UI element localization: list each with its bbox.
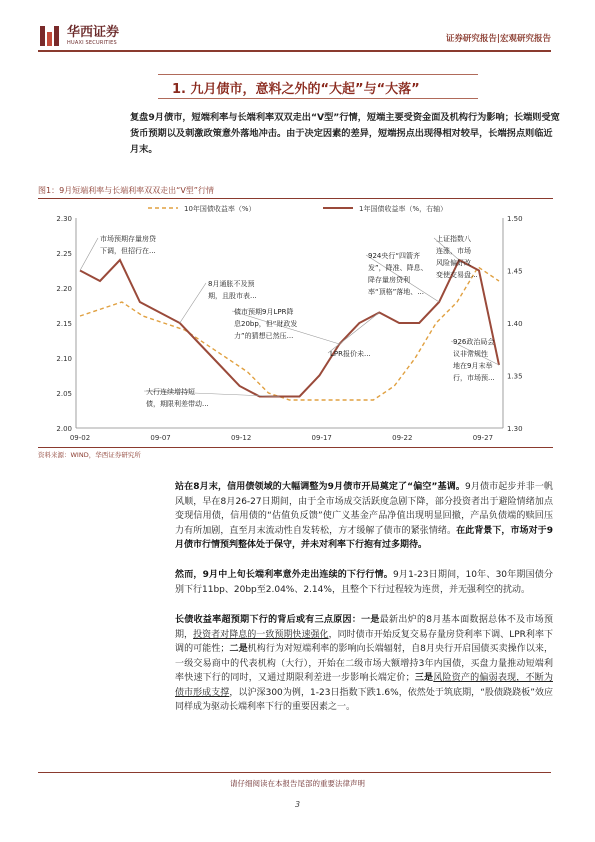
- annotation-label: 债市预期9月LPR降: [234, 308, 294, 316]
- y-tick-label-right: 1.40: [507, 320, 523, 328]
- paragraph-3-text-b: ，同时债市开始反复交易存量房贷利率下调、LPR利率下调的可能性；: [175, 629, 553, 654]
- annotation-label: 8月通胀不及预: [208, 280, 255, 288]
- annotation-label: 风险偏好改: [436, 259, 471, 267]
- paragraph-3-text-c: 机构行为对短端利率的影响向长端辐射，自8月央行开启国债买卖操作以来，一级交易商中的代表机构（大行），开始在二级市场大额增持3年内国债，买盘力量推动短端利率快速下行的同时，又通过期限利差进一步影响长端定价；: [175, 644, 553, 683]
- paragraph-3-underline-1: 投资者对降息的一致预期快速强化: [193, 629, 329, 640]
- y-tick-label-right: 1.45: [507, 267, 523, 276]
- y-tick-label-left: 2.20: [56, 285, 72, 293]
- annotation-label: 债，期限利差带动...: [146, 400, 209, 408]
- company-logo: [38, 24, 119, 48]
- paragraph-2-lead: 然而，9月中上旬长端利率意外走出连续的下行行情。: [175, 570, 393, 580]
- annotation-label: 上证指数八: [436, 235, 471, 243]
- intro-paragraph: 复盘9月债市，短端利率与长端利率双双走出“V型”行情，短端主要受资金面及机构行为影响；长端则受宽货币预期以及刺激政策意外落地冲击。由于决定因素的差异，短端拐点出现得相对较早，长端拐点则临近月末。: [130, 112, 560, 155]
- annotation-label: 连涨，市场: [436, 247, 471, 255]
- x-tick-label: 09-22: [392, 434, 413, 442]
- annotation-label: 降存量房贷利: [368, 276, 410, 284]
- y-tick-label-left: 2.05: [56, 390, 72, 398]
- annotation-label: 期，且股市表...: [208, 292, 257, 300]
- logo-text-cn: 华西证券: [67, 25, 120, 40]
- annotation-label: 议非常规性: [453, 350, 488, 358]
- logo-text-en: HUAXI SECURITIES: [67, 40, 117, 46]
- annotation-label: 下调，但招行在...: [100, 247, 156, 255]
- annotation-label: 大行连续增持短: [146, 388, 195, 396]
- title-rule-top: [158, 74, 478, 75]
- footer-divider: [38, 772, 551, 773]
- paragraph-1-body: 9月债市起步并非一帆风顺，早在8月26-27日期间，由于全市场成交活跃度急剧下降，部分投资者出于避险情绪加点变现信用债，信用债的“估值负反馈”使广义基金产品净值出现明显回撤，产品负债端的赎回压力有所加剧，直至月末流动性自发转松，方才缓解了债市的紧张情绪。: [175, 482, 553, 536]
- annotation-label: 市场预期存量房贷: [100, 235, 156, 243]
- paragraph-3-underline-2: 风险资产的偏弱表现，不断为债市形成支撑: [175, 673, 553, 698]
- header-divider: [38, 50, 551, 52]
- annotation-label: LPR报价未...: [330, 350, 371, 358]
- paragraph-3-lead: 长债收益率超预期下行的背后或有三点原因：一是: [175, 615, 380, 625]
- figure-caption: 图1：9月短端利率与长端利率双双走出“V型”行情: [38, 185, 553, 199]
- y-tick-label-right: 1.35: [507, 372, 523, 381]
- x-tick-label: 09-27: [472, 434, 494, 442]
- annotation-leader: [180, 283, 206, 323]
- series-line-1y: [80, 260, 499, 397]
- x-tick-label: 09-12: [230, 434, 252, 442]
- annotation-label: 924央行“四箭齐: [368, 252, 420, 260]
- yield-line-chart: [38, 198, 553, 446]
- y-tick-label-right: 1.50: [507, 215, 523, 223]
- annotation-label: 力”的猜想已然压...: [234, 332, 294, 340]
- x-tick-label: 09-17: [311, 434, 332, 442]
- legend-label-1y: 1年国债收益率（%，右轴）: [359, 205, 448, 213]
- annotation-label: 息20bp，但“财政发: [234, 320, 298, 328]
- legal-disclaimer: 请仔细阅读在本报告尾部的重要法律声明: [230, 779, 365, 788]
- section-title: 1. 九月债市，意料之外的“大起”与“大落”: [172, 82, 420, 97]
- paragraph-1-conclusion: 在此背景下，市场对于9月债市行情预判整体处于保守，并未对利率下行抱有过多期待。: [175, 525, 553, 550]
- logo-mark-icon: [38, 24, 62, 48]
- x-tick-label: 09-07: [150, 434, 171, 442]
- paragraph-3: [175, 613, 553, 715]
- annotation-label: 地在9月末举: [453, 362, 493, 370]
- y-tick-label-left: 2.30: [56, 215, 72, 223]
- report-type-label: 证券研究报告|宏观研究报告: [445, 34, 551, 44]
- annotation-label: 变使交易盘...: [436, 271, 478, 279]
- paragraph-2-body: 9月1-23日期间，10年、30年期国债分别下行11bp、20bp至2.04%、2.14%，且整个下行过程较为连贯，并无强利空的扰动。: [175, 570, 554, 595]
- annotation-label: 发”，降准、降息、: [368, 264, 428, 272]
- paragraph-1-lead: 站在8月末，信用债领域的大幅调整为9月债市开局奠定了“偏空”基调。: [175, 482, 465, 492]
- paragraph-1: [175, 480, 553, 553]
- annotation-label: 行，市场预...: [453, 374, 495, 382]
- y-tick-label-left: 2.10: [56, 355, 72, 363]
- y-tick-label-left: 2.15: [56, 320, 72, 328]
- y-tick-label-left: 2.25: [56, 250, 72, 258]
- figure-source: 资料来源：WIND，华西证券研究所: [38, 447, 553, 459]
- paragraph-3-point-3: 三是: [414, 673, 434, 683]
- paragraph-2: [175, 568, 553, 597]
- paragraph-3-text-d: ，以沪深300为例，1-23日指数下跌1.6%，依然处于筑底期，“股债跷跷板”效应同样成为驱动长端利率下行的重要因素之一。: [175, 687, 553, 712]
- paragraph-3-point-2: 二是: [229, 644, 248, 654]
- legend-label-10y: 10年国债收益率（%）: [184, 205, 256, 213]
- annotation-label: 率“顶格”落地、...: [368, 288, 424, 296]
- y-tick-label-right: 1.30: [507, 425, 523, 433]
- y-tick-label-left: 2.00: [56, 425, 72, 433]
- annotation-leader: [80, 238, 98, 271]
- annotation-label: 926政治局会: [453, 338, 495, 346]
- page-number: 3: [294, 800, 301, 809]
- paragraph-3-text-a: 最新出炉的8月基本面数据总体不及市场预期，: [175, 615, 553, 640]
- annotation-leader: [328, 313, 379, 354]
- x-tick-label: 09-02: [69, 434, 91, 442]
- title-rule-bottom: [158, 98, 478, 99]
